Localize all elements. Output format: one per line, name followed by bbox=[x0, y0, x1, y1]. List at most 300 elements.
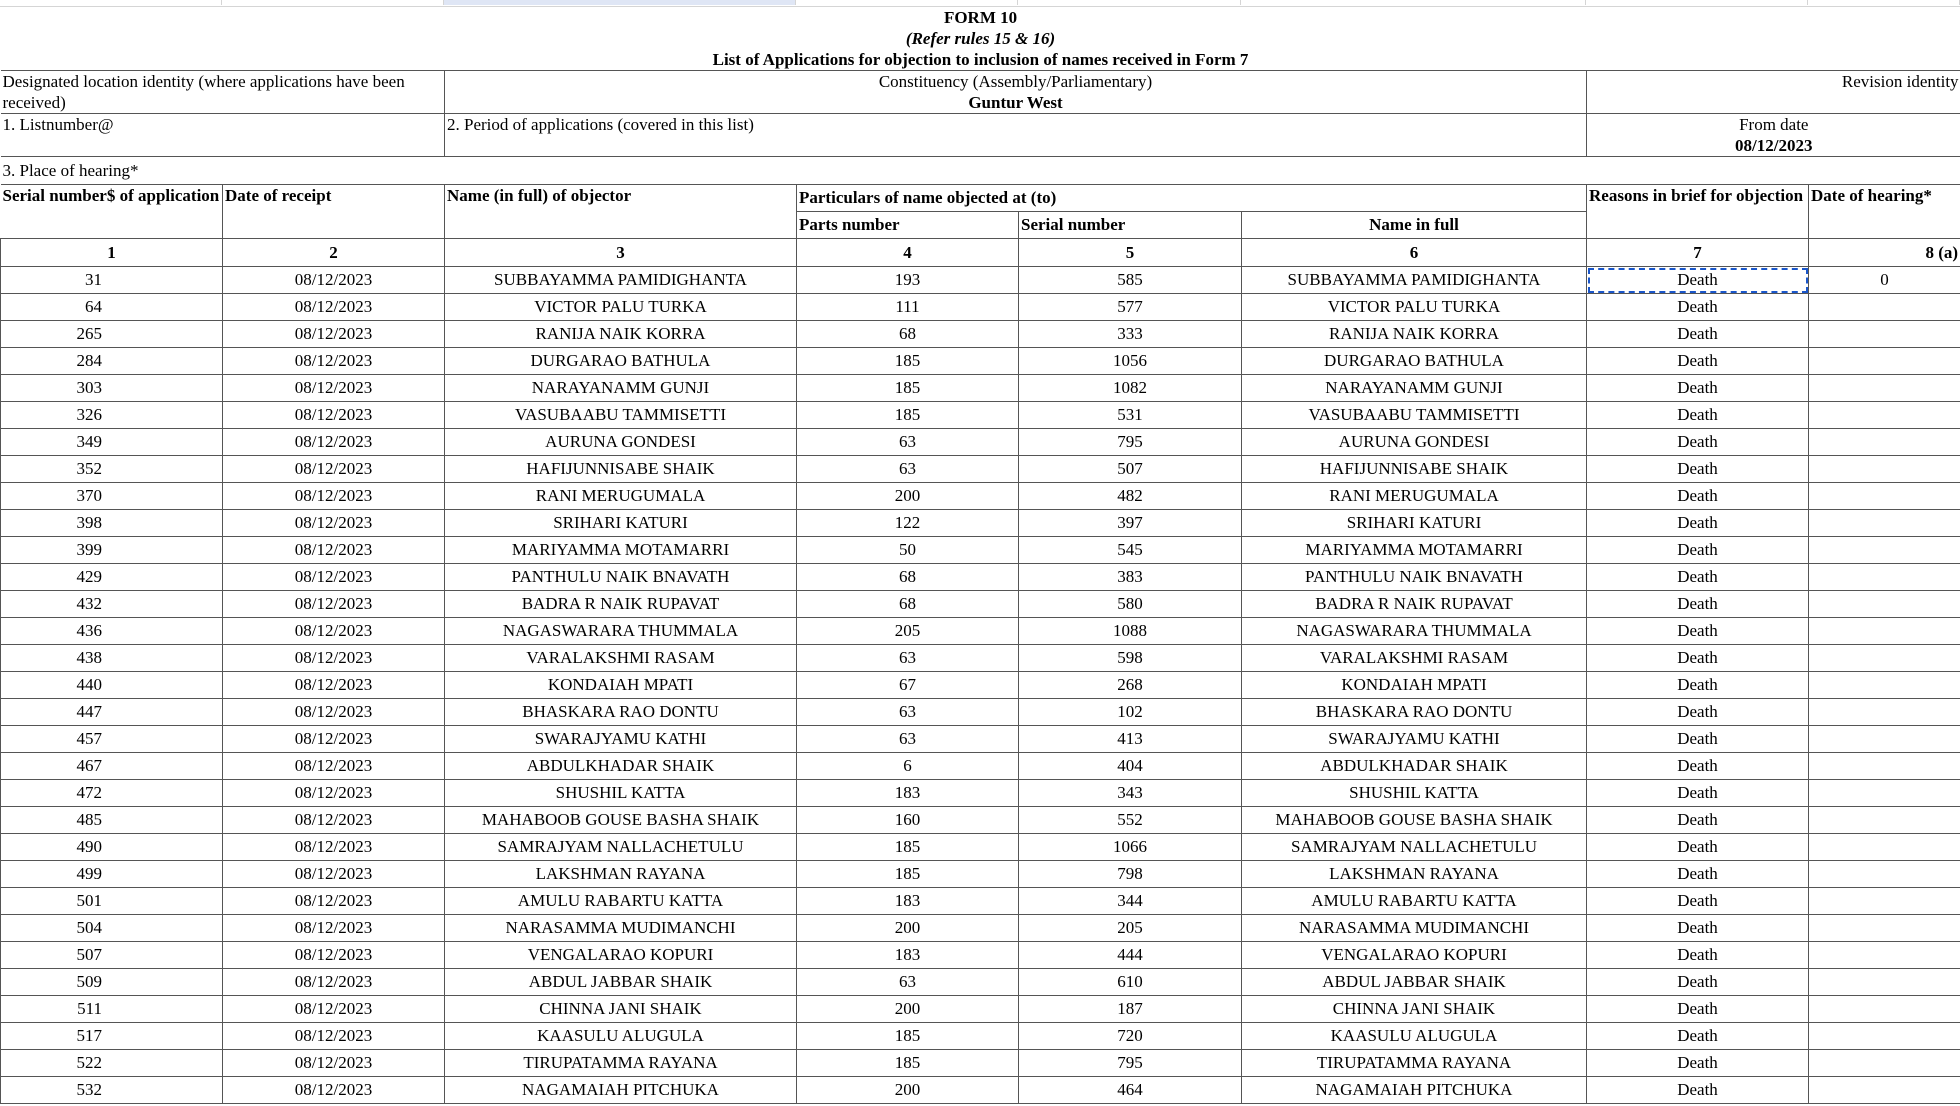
cell-parts-number[interactable]: 185 bbox=[797, 375, 1019, 402]
cell-parts-number[interactable]: 68 bbox=[797, 321, 1019, 348]
cell-serial-number[interactable]: 187 bbox=[1019, 996, 1242, 1023]
column-header[interactable] bbox=[1241, 0, 1586, 5]
constituency-value: Guntur West bbox=[968, 93, 1063, 112]
constituency-cell[interactable] bbox=[445, 71, 1587, 114]
cell-reason[interactable]: Death bbox=[1587, 267, 1809, 294]
cell-hearing-date[interactable] bbox=[1809, 672, 1960, 699]
cell-serial[interactable]: 284 bbox=[1, 348, 223, 375]
cell-objector-name[interactable]: RANI MERUGUMALA bbox=[445, 483, 797, 510]
cell-serial[interactable]: 522 bbox=[1, 1050, 223, 1077]
cell-receipt-date[interactable]: 08/12/2023 bbox=[223, 510, 445, 537]
cell-serial-number[interactable]: 598 bbox=[1019, 645, 1242, 672]
cell-hearing-date[interactable] bbox=[1809, 348, 1960, 375]
cell-hearing-date[interactable] bbox=[1809, 942, 1960, 969]
cell-name-in-full[interactable]: KAASULU ALUGULA bbox=[1242, 1023, 1587, 1050]
cell-serial[interactable]: 432 bbox=[1, 591, 223, 618]
table-row bbox=[1, 780, 1960, 807]
cell-objector-name[interactable]: TIRUPATAMMA RAYANA bbox=[445, 1050, 797, 1077]
cell-serial[interactable]: 472 bbox=[1, 780, 223, 807]
cell-receipt-date[interactable]: 08/12/2023 bbox=[223, 969, 445, 996]
cell-receipt-date[interactable]: 08/12/2023 bbox=[223, 807, 445, 834]
col-index-cell[interactable]: 8 (a) bbox=[1809, 239, 1960, 267]
table-row bbox=[1, 861, 1960, 888]
cell-receipt-date[interactable]: 08/12/2023 bbox=[223, 483, 445, 510]
cell-serial[interactable]: 352 bbox=[1, 456, 223, 483]
header-particulars[interactable]: Particulars of name objected at (to) bbox=[797, 185, 1587, 212]
cell-receipt-date[interactable]: 08/12/2023 bbox=[223, 996, 445, 1023]
cell-hearing-date[interactable] bbox=[1809, 618, 1960, 645]
list-title[interactable]: List of Applications for objection to inclusion of names received in Form 7 bbox=[1, 49, 1960, 71]
cell-serial-number[interactable]: 1082 bbox=[1019, 375, 1242, 402]
cell-hearing-date[interactable] bbox=[1809, 834, 1960, 861]
cell-receipt-date[interactable]: 08/12/2023 bbox=[223, 726, 445, 753]
cell-serial[interactable]: 326 bbox=[1, 402, 223, 429]
cell-hearing-date[interactable] bbox=[1809, 537, 1960, 564]
cell-receipt-date[interactable]: 08/12/2023 bbox=[223, 294, 445, 321]
cell-serial[interactable]: 438 bbox=[1, 645, 223, 672]
cell-name-in-full[interactable]: ABDULKHADAR SHAIK bbox=[1242, 753, 1587, 780]
cell-receipt-date[interactable]: 08/12/2023 bbox=[223, 1023, 445, 1050]
cell-hearing-date[interactable] bbox=[1809, 807, 1960, 834]
cell-hearing-date[interactable] bbox=[1809, 564, 1960, 591]
cell-receipt-date[interactable]: 08/12/2023 bbox=[223, 429, 445, 456]
cell-parts-number[interactable]: 63 bbox=[797, 726, 1019, 753]
cell-objector-name[interactable]: VENGALARAO KOPURI bbox=[445, 942, 797, 969]
cell-hearing-date[interactable] bbox=[1809, 429, 1960, 456]
cell-parts-number[interactable]: 67 bbox=[797, 672, 1019, 699]
cell-objector-name[interactable]: NAGASWARARA THUMMALA bbox=[445, 618, 797, 645]
cell-objector-name[interactable]: NARASAMMA MUDIMANCHI bbox=[445, 915, 797, 942]
header-serial-number[interactable]: Serial number bbox=[1019, 212, 1242, 239]
table-row bbox=[1, 321, 1960, 348]
cell-objector-name[interactable]: AURUNA GONDESI bbox=[445, 429, 797, 456]
cell-hearing-date[interactable] bbox=[1809, 699, 1960, 726]
cell-objector-name[interactable]: SHUSHIL KATTA bbox=[445, 780, 797, 807]
cell-serial-number[interactable]: 585 bbox=[1019, 267, 1242, 294]
cell-hearing-date[interactable] bbox=[1809, 591, 1960, 618]
col-index-cell[interactable]: 5 bbox=[1019, 239, 1242, 267]
cell-name-in-full[interactable]: AMULU RABARTU KATTA bbox=[1242, 888, 1587, 915]
cell-name-in-full[interactable]: NAGASWARARA THUMMALA bbox=[1242, 618, 1587, 645]
table-row bbox=[1, 591, 1960, 618]
table-row bbox=[1, 294, 1960, 321]
cell-reason[interactable]: Death bbox=[1587, 294, 1809, 321]
cell-serial-number[interactable]: 343 bbox=[1019, 780, 1242, 807]
cell-receipt-date[interactable]: 08/12/2023 bbox=[223, 267, 445, 294]
table-row bbox=[1, 672, 1960, 699]
cell-serial[interactable]: 265 bbox=[1, 321, 223, 348]
cell-objector-name[interactable]: BADRA R NAIK RUPAVAT bbox=[445, 591, 797, 618]
cell-serial-number[interactable]: 720 bbox=[1019, 1023, 1242, 1050]
cell-name-in-full[interactable]: BADRA R NAIK RUPAVAT bbox=[1242, 591, 1587, 618]
cell-objector-name[interactable]: VASUBAABU TAMMISETTI bbox=[445, 402, 797, 429]
col-index-cell[interactable]: 4 bbox=[797, 239, 1019, 267]
cell-hearing-date[interactable] bbox=[1809, 861, 1960, 888]
cell-receipt-date[interactable]: 08/12/2023 bbox=[223, 699, 445, 726]
header-hearing[interactable]: Date of hearing* bbox=[1809, 185, 1960, 239]
cell-parts-number[interactable]: 200 bbox=[797, 915, 1019, 942]
cell-serial-number[interactable]: 444 bbox=[1019, 942, 1242, 969]
cell-name-in-full[interactable]: TIRUPATAMMA RAYANA bbox=[1242, 1050, 1587, 1077]
cell-serial-number[interactable]: 580 bbox=[1019, 591, 1242, 618]
cell-objector-name[interactable]: BHASKARA RAO DONTU bbox=[445, 699, 797, 726]
table-row bbox=[1, 618, 1960, 645]
cell-reason[interactable]: Death bbox=[1587, 510, 1809, 537]
cell-name-in-full[interactable]: CHINNA JANI SHAIK bbox=[1242, 996, 1587, 1023]
cell-reason[interactable]: Death bbox=[1587, 888, 1809, 915]
cell-serial[interactable]: 447 bbox=[1, 699, 223, 726]
cell-objector-name[interactable]: SRIHARI KATURI bbox=[445, 510, 797, 537]
revision-label[interactable]: Revision identity bbox=[1587, 71, 1960, 114]
cell-hearing-date[interactable] bbox=[1809, 915, 1960, 942]
column-header[interactable] bbox=[1586, 0, 1808, 5]
cell-parts-number[interactable]: 68 bbox=[797, 591, 1019, 618]
cell-reason[interactable]: Death bbox=[1587, 1050, 1809, 1077]
table-row bbox=[1, 1050, 1960, 1077]
cell-serial[interactable]: 504 bbox=[1, 915, 223, 942]
cell-name-in-full[interactable]: ABDUL JABBAR SHAIK bbox=[1242, 969, 1587, 996]
cell-hearing-date[interactable] bbox=[1809, 1050, 1960, 1077]
cell-serial[interactable]: 436 bbox=[1, 618, 223, 645]
cell-parts-number[interactable]: 160 bbox=[797, 807, 1019, 834]
col-index-cell[interactable]: 3 bbox=[445, 239, 797, 267]
cell-serial[interactable]: 507 bbox=[1, 942, 223, 969]
cell-receipt-date[interactable]: 08/12/2023 bbox=[223, 537, 445, 564]
cell-receipt-date[interactable]: 08/12/2023 bbox=[223, 1077, 445, 1104]
cell-reason[interactable]: Death bbox=[1587, 1077, 1809, 1104]
cell-serial[interactable]: 517 bbox=[1, 1023, 223, 1050]
cell-serial-number[interactable]: 482 bbox=[1019, 483, 1242, 510]
column-index-row bbox=[1, 239, 1960, 267]
cell-reason[interactable]: Death bbox=[1587, 699, 1809, 726]
cell-serial-number[interactable]: 268 bbox=[1019, 672, 1242, 699]
cell-hearing-date[interactable] bbox=[1809, 456, 1960, 483]
cell-parts-number[interactable]: 111 bbox=[797, 294, 1019, 321]
cell-objector-name[interactable]: PANTHULU NAIK BNAVATH bbox=[445, 564, 797, 591]
cell-objector-name[interactable]: ABDULKHADAR SHAIK bbox=[445, 753, 797, 780]
cell-receipt-date[interactable]: 08/12/2023 bbox=[223, 402, 445, 429]
cell-serial[interactable]: 511 bbox=[1, 996, 223, 1023]
col-index-cell[interactable]: 7 bbox=[1587, 239, 1809, 267]
cell-serial-number[interactable]: 1066 bbox=[1019, 834, 1242, 861]
cell-receipt-date[interactable]: 08/12/2023 bbox=[223, 375, 445, 402]
cell-serial[interactable]: 429 bbox=[1, 564, 223, 591]
cell-serial-number[interactable]: 1056 bbox=[1019, 348, 1242, 375]
place-of-hearing-label[interactable]: 3. Place of hearing* bbox=[1, 157, 1960, 185]
column-header-selected[interactable] bbox=[444, 0, 796, 5]
cell-name-in-full[interactable]: VARALAKSHMI RASAM bbox=[1242, 645, 1587, 672]
cell-serial-number[interactable]: 545 bbox=[1019, 537, 1242, 564]
cell-name-in-full[interactable]: SWARAJYAMU KATHI bbox=[1242, 726, 1587, 753]
header-objector[interactable]: Name (in full) of objector bbox=[445, 185, 797, 239]
cell-hearing-date[interactable] bbox=[1809, 996, 1960, 1023]
cell-serial-number[interactable]: 552 bbox=[1019, 807, 1242, 834]
cell-parts-number[interactable]: 200 bbox=[797, 1077, 1019, 1104]
table-row bbox=[1, 483, 1960, 510]
cell-serial-number[interactable]: 205 bbox=[1019, 915, 1242, 942]
cell-hearing-date[interactable] bbox=[1809, 645, 1960, 672]
cell-name-in-full[interactable]: MARIYAMMA MOTAMARRI bbox=[1242, 537, 1587, 564]
cell-parts-number[interactable]: 63 bbox=[797, 699, 1019, 726]
cell-serial-number[interactable]: 397 bbox=[1019, 510, 1242, 537]
header-name-full[interactable]: Name in full bbox=[1242, 212, 1587, 239]
cell-objector-name[interactable]: SUBBAYAMMA PAMIDIGHANTA bbox=[445, 267, 797, 294]
cell-serial-number[interactable]: 404 bbox=[1019, 753, 1242, 780]
cell-reason[interactable]: Death bbox=[1587, 915, 1809, 942]
cell-parts-number[interactable]: 185 bbox=[797, 834, 1019, 861]
cell-serial-number[interactable]: 531 bbox=[1019, 402, 1242, 429]
cell-objector-name[interactable]: MAHABOOB GOUSE BASHA SHAIK bbox=[445, 807, 797, 834]
cell-reason[interactable]: Death bbox=[1587, 969, 1809, 996]
cell-serial[interactable]: 490 bbox=[1, 834, 223, 861]
cell-reason[interactable]: Death bbox=[1587, 726, 1809, 753]
cell-objector-name[interactable]: CHINNA JANI SHAIK bbox=[445, 996, 797, 1023]
cell-name-in-full[interactable]: NARAYANAMM GUNJI bbox=[1242, 375, 1587, 402]
cell-serial[interactable]: 303 bbox=[1, 375, 223, 402]
cell-serial-number[interactable]: 383 bbox=[1019, 564, 1242, 591]
cell-name-in-full[interactable]: BHASKARA RAO DONTU bbox=[1242, 699, 1587, 726]
cell-reason[interactable]: Death bbox=[1587, 618, 1809, 645]
cell-receipt-date[interactable]: 08/12/2023 bbox=[223, 753, 445, 780]
cell-reason[interactable]: Death bbox=[1587, 780, 1809, 807]
cell-serial[interactable]: 532 bbox=[1, 1077, 223, 1104]
cell-parts-number[interactable]: 185 bbox=[797, 1050, 1019, 1077]
cell-serial-number[interactable]: 507 bbox=[1019, 456, 1242, 483]
cell-reason[interactable]: Death bbox=[1587, 861, 1809, 888]
cell-receipt-date[interactable]: 08/12/2023 bbox=[223, 915, 445, 942]
cell-parts-number[interactable]: 122 bbox=[797, 510, 1019, 537]
cell-receipt-date[interactable]: 08/12/2023 bbox=[223, 942, 445, 969]
cell-serial-number[interactable]: 344 bbox=[1019, 888, 1242, 915]
cell-name-in-full[interactable]: HAFIJUNNISABE SHAIK bbox=[1242, 456, 1587, 483]
cell-serial-number[interactable]: 1088 bbox=[1019, 618, 1242, 645]
cell-receipt-date[interactable]: 08/12/2023 bbox=[223, 645, 445, 672]
cell-hearing-date[interactable] bbox=[1809, 969, 1960, 996]
cell-serial-number[interactable]: 795 bbox=[1019, 429, 1242, 456]
cell-serial-number[interactable]: 464 bbox=[1019, 1077, 1242, 1104]
cell-hearing-date[interactable] bbox=[1809, 321, 1960, 348]
header-serial[interactable]: Serial number$ of application bbox=[1, 185, 223, 239]
cell-receipt-date[interactable]: 08/12/2023 bbox=[223, 564, 445, 591]
cell-reason[interactable]: Death bbox=[1587, 942, 1809, 969]
cell-serial-number[interactable]: 610 bbox=[1019, 969, 1242, 996]
cell-parts-number[interactable]: 205 bbox=[797, 618, 1019, 645]
cell-serial[interactable]: 499 bbox=[1, 861, 223, 888]
cell-serial[interactable]: 457 bbox=[1, 726, 223, 753]
cell-parts-number[interactable]: 185 bbox=[797, 1023, 1019, 1050]
cell-objector-name[interactable]: NARAYANAMM GUNJI bbox=[445, 375, 797, 402]
cell-name-in-full[interactable]: PANTHULU NAIK BNAVATH bbox=[1242, 564, 1587, 591]
cell-serial[interactable]: 399 bbox=[1, 537, 223, 564]
cell-reason[interactable]: Death bbox=[1587, 537, 1809, 564]
cell-serial[interactable]: 370 bbox=[1, 483, 223, 510]
column-header[interactable] bbox=[1018, 0, 1241, 5]
cell-receipt-date[interactable]: 08/12/2023 bbox=[223, 834, 445, 861]
col-index-cell[interactable]: 6 bbox=[1242, 239, 1587, 267]
cell-reason[interactable]: Death bbox=[1587, 645, 1809, 672]
from-date-cell[interactable] bbox=[1587, 114, 1960, 157]
designated-location-label[interactable]: Designated location identity (where applications have been received) bbox=[1, 71, 445, 114]
cell-serial-number[interactable]: 798 bbox=[1019, 861, 1242, 888]
cell-name-in-full[interactable]: VASUBAABU TAMMISETTI bbox=[1242, 402, 1587, 429]
column-header[interactable] bbox=[1808, 0, 1960, 5]
cell-name-in-full[interactable]: RANI MERUGUMALA bbox=[1242, 483, 1587, 510]
cell-reason[interactable]: Death bbox=[1587, 564, 1809, 591]
table-row bbox=[1, 807, 1960, 834]
cell-name-in-full[interactable]: SAMRAJYAM NALLACHETULU bbox=[1242, 834, 1587, 861]
header-receipt[interactable]: Date of receipt bbox=[223, 185, 445, 239]
cell-serial[interactable]: 349 bbox=[1, 429, 223, 456]
cell-hearing-date[interactable] bbox=[1809, 402, 1960, 429]
cell-hearing-date[interactable] bbox=[1809, 780, 1960, 807]
cell-name-in-full[interactable]: AURUNA GONDESI bbox=[1242, 429, 1587, 456]
cell-hearing-date[interactable] bbox=[1809, 1077, 1960, 1104]
cell-name-in-full[interactable]: SRIHARI KATURI bbox=[1242, 510, 1587, 537]
cell-parts-number[interactable]: 185 bbox=[797, 861, 1019, 888]
cell-serial[interactable]: 509 bbox=[1, 969, 223, 996]
cell-hearing-date[interactable] bbox=[1809, 888, 1960, 915]
cell-reason[interactable]: Death bbox=[1587, 1023, 1809, 1050]
cell-parts-number[interactable]: 63 bbox=[797, 456, 1019, 483]
cell-parts-number[interactable]: 63 bbox=[797, 645, 1019, 672]
cell-name-in-full[interactable]: LAKSHMAN RAYANA bbox=[1242, 861, 1587, 888]
cell-name-in-full[interactable]: NARASAMMA MUDIMANCHI bbox=[1242, 915, 1587, 942]
cell-objector-name[interactable]: DURGARAO BATHULA bbox=[445, 348, 797, 375]
cell-parts-number[interactable]: 68 bbox=[797, 564, 1019, 591]
list-number-label[interactable]: 1. Listnumber@ bbox=[1, 114, 445, 157]
cell-parts-number[interactable]: 6 bbox=[797, 753, 1019, 780]
cell-reason[interactable]: Death bbox=[1587, 321, 1809, 348]
cell-serial[interactable]: 485 bbox=[1, 807, 223, 834]
column-header[interactable] bbox=[222, 0, 444, 5]
cell-reason[interactable]: Death bbox=[1587, 483, 1809, 510]
cell-objector-name[interactable]: VICTOR PALU TURKA bbox=[445, 294, 797, 321]
form-title[interactable]: FORM 10 bbox=[943, 8, 1018, 27]
cell-objector-name[interactable]: MARIYAMMA MOTAMARRI bbox=[445, 537, 797, 564]
cell-hearing-date[interactable] bbox=[1809, 483, 1960, 510]
cell-parts-number[interactable]: 50 bbox=[797, 537, 1019, 564]
cell-reason[interactable]: Death bbox=[1587, 591, 1809, 618]
col-index-cell[interactable]: 1 bbox=[1, 239, 223, 267]
cell-hearing-date[interactable]: 0 bbox=[1809, 267, 1960, 294]
cell-serial[interactable]: 398 bbox=[1, 510, 223, 537]
cell-reason[interactable]: Death bbox=[1587, 348, 1809, 375]
cell-serial[interactable]: 440 bbox=[1, 672, 223, 699]
cell-serial-number[interactable]: 795 bbox=[1019, 1050, 1242, 1077]
cell-objector-name[interactable]: HAFIJUNNISABE SHAIK bbox=[445, 456, 797, 483]
cell-hearing-date[interactable] bbox=[1809, 294, 1960, 321]
cell-reason[interactable]: Death bbox=[1587, 807, 1809, 834]
cell-hearing-date[interactable] bbox=[1809, 375, 1960, 402]
cell-parts-number[interactable]: 193 bbox=[797, 267, 1019, 294]
table-row bbox=[1, 510, 1960, 537]
cell-hearing-date[interactable] bbox=[1809, 1023, 1960, 1050]
cell-hearing-date[interactable] bbox=[1809, 726, 1960, 753]
cell-reason[interactable]: Death bbox=[1587, 456, 1809, 483]
cell-receipt-date[interactable]: 08/12/2023 bbox=[223, 672, 445, 699]
cell-receipt-date[interactable]: 08/12/2023 bbox=[223, 861, 445, 888]
cell-name-in-full[interactable]: DURGARAO BATHULA bbox=[1242, 348, 1587, 375]
cell-objector-name[interactable]: LAKSHMAN RAYANA bbox=[445, 861, 797, 888]
cell-serial-number[interactable]: 333 bbox=[1019, 321, 1242, 348]
cell-receipt-date[interactable]: 08/12/2023 bbox=[223, 1050, 445, 1077]
cell-serial-number[interactable]: 577 bbox=[1019, 294, 1242, 321]
cell-reason[interactable]: Death bbox=[1587, 996, 1809, 1023]
cell-reason[interactable]: Death bbox=[1587, 753, 1809, 780]
period-label[interactable]: 2. Period of applications (covered in this list) bbox=[445, 114, 1587, 157]
cell-name-in-full[interactable]: SHUSHIL KATTA bbox=[1242, 780, 1587, 807]
cell-parts-number[interactable]: 185 bbox=[797, 402, 1019, 429]
cell-serial-number[interactable]: 413 bbox=[1019, 726, 1242, 753]
cell-receipt-date[interactable]: 08/12/2023 bbox=[223, 348, 445, 375]
cell-parts-number[interactable]: 183 bbox=[797, 942, 1019, 969]
cell-serial[interactable]: 31 bbox=[1, 267, 223, 294]
cell-objector-name[interactable]: VARALAKSHMI RASAM bbox=[445, 645, 797, 672]
cell-hearing-date[interactable] bbox=[1809, 753, 1960, 780]
column-header-strip bbox=[0, 0, 1960, 7]
cell-receipt-date[interactable]: 08/12/2023 bbox=[223, 456, 445, 483]
column-header[interactable] bbox=[0, 0, 222, 5]
cell-objector-name[interactable]: KONDAIAH MPATI bbox=[445, 672, 797, 699]
cell-receipt-date[interactable]: 08/12/2023 bbox=[223, 321, 445, 348]
form-subtitle[interactable]: (Refer rules 15 & 16) bbox=[905, 29, 1056, 48]
cell-name-in-full[interactable]: VENGALARAO KOPURI bbox=[1242, 942, 1587, 969]
cell-reason[interactable]: Death bbox=[1587, 375, 1809, 402]
cell-objector-name[interactable]: ABDUL JABBAR SHAIK bbox=[445, 969, 797, 996]
column-header[interactable] bbox=[796, 0, 1018, 5]
cell-reason[interactable]: Death bbox=[1587, 402, 1809, 429]
cell-objector-name[interactable]: AMULU RABARTU KATTA bbox=[445, 888, 797, 915]
cell-serial[interactable]: 64 bbox=[1, 294, 223, 321]
cell-parts-number[interactable]: 183 bbox=[797, 888, 1019, 915]
cell-objector-name[interactable]: SWARAJYAMU KATHI bbox=[445, 726, 797, 753]
cell-name-in-full[interactable]: MAHABOOB GOUSE BASHA SHAIK bbox=[1242, 807, 1587, 834]
cell-receipt-date[interactable]: 08/12/2023 bbox=[223, 591, 445, 618]
cell-parts-number[interactable]: 200 bbox=[797, 996, 1019, 1023]
cell-name-in-full[interactable]: NAGAMAIAH PITCHUKA bbox=[1242, 1077, 1587, 1104]
cell-parts-number[interactable]: 63 bbox=[797, 429, 1019, 456]
cell-objector-name[interactable]: KAASULU ALUGULA bbox=[445, 1023, 797, 1050]
cell-reason[interactable]: Death bbox=[1587, 672, 1809, 699]
cell-hearing-date[interactable] bbox=[1809, 510, 1960, 537]
cell-objector-name[interactable]: SAMRAJYAM NALLACHETULU bbox=[445, 834, 797, 861]
cell-receipt-date[interactable]: 08/12/2023 bbox=[223, 780, 445, 807]
header-parts[interactable]: Parts number bbox=[797, 212, 1019, 239]
cell-name-in-full[interactable]: SUBBAYAMMA PAMIDIGHANTA bbox=[1242, 267, 1587, 294]
cell-serial[interactable]: 501 bbox=[1, 888, 223, 915]
cell-objector-name[interactable]: NAGAMAIAH PITCHUKA bbox=[445, 1077, 797, 1104]
cell-objector-name[interactable]: RANIJA NAIK KORRA bbox=[445, 321, 797, 348]
table-body bbox=[1, 267, 1960, 1104]
cell-serial[interactable]: 467 bbox=[1, 753, 223, 780]
cell-serial-number[interactable]: 102 bbox=[1019, 699, 1242, 726]
cell-name-in-full[interactable]: VICTOR PALU TURKA bbox=[1242, 294, 1587, 321]
cell-parts-number[interactable]: 183 bbox=[797, 780, 1019, 807]
header-reasons[interactable]: Reasons in brief for objection bbox=[1587, 185, 1809, 239]
table-row bbox=[1, 699, 1960, 726]
cell-name-in-full[interactable]: KONDAIAH MPATI bbox=[1242, 672, 1587, 699]
cell-name-in-full[interactable]: RANIJA NAIK KORRA bbox=[1242, 321, 1587, 348]
cell-reason[interactable]: Death bbox=[1587, 834, 1809, 861]
cell-parts-number[interactable]: 63 bbox=[797, 969, 1019, 996]
constituency-label: Constituency (Assembly/Parliamentary) bbox=[878, 72, 1153, 91]
cell-parts-number[interactable]: 200 bbox=[797, 483, 1019, 510]
cell-receipt-date[interactable]: 08/12/2023 bbox=[223, 618, 445, 645]
cell-reason[interactable]: Death bbox=[1587, 429, 1809, 456]
cell-receipt-date[interactable]: 08/12/2023 bbox=[223, 888, 445, 915]
col-index-cell[interactable]: 2 bbox=[223, 239, 445, 267]
cell-parts-number[interactable]: 185 bbox=[797, 348, 1019, 375]
